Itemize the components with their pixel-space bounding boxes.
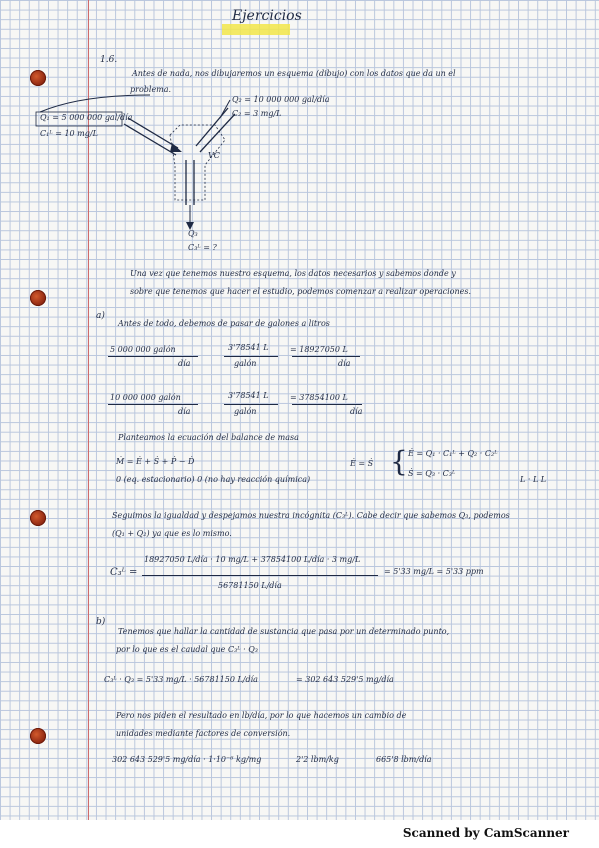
diagram-c3: C₃ᴸ = ? <box>188 243 217 252</box>
conv1-result-den: día <box>338 359 351 368</box>
paragraph1-line-1: Una vez que tenemos nuestro esquema, los datos necesarios y sabemos donde y <box>130 269 456 278</box>
part-b-final-lhs: 302 643 529'5 mg/día · 1·10⁻⁶ kg/mg <box>112 755 262 764</box>
diagram-q1: Q₁ = 5 000 000 gal/día <box>40 113 133 122</box>
part-a-label: a) <box>96 311 105 321</box>
conv1-lhs-num: 5 000 000 galón <box>110 345 176 354</box>
c3-result: = 5'33 mg/L = 5'33 ppm <box>384 567 484 576</box>
brace-bottom: Ṡ = Q₃ · C₃ᴸ <box>408 469 456 478</box>
brace-top: Ė = Q₁ · C₁ᴸ + Q₂ · C₂ᴸ <box>408 449 498 458</box>
c3-numerator: 18927050 L/día · 10 mg/L + 37854100 L/día · 3 mg/L <box>144 555 361 564</box>
conv2-result-num: = 37854100 L <box>290 393 348 402</box>
part-b-label: b) <box>96 617 106 627</box>
part-b-final-result: 665'8 lbm/día <box>376 755 432 764</box>
diagram-vc: VC <box>208 151 220 160</box>
part-b-line-3: Pero nos piden el resultado en lb/día, por lo que hacemos un cambio de <box>116 711 407 720</box>
part-a-line-1: Antes de todo, debemos de pasar de galones a litros <box>118 319 330 328</box>
conv2-mid-num: 3'78541 L <box>228 391 269 400</box>
part-a-line-2: Planteamos la ecuación del balance de masa <box>118 433 299 442</box>
diagram-c2: C₂ = 3 mg/L <box>232 109 282 118</box>
side-note: L · L L <box>520 475 547 484</box>
conv2-lhs-den: día <box>178 407 191 416</box>
balance-result: Ė = Ṡ <box>350 459 374 468</box>
conv1-mid-num: 3'78541 L <box>228 343 269 352</box>
problem-number: 1.6. <box>100 55 118 65</box>
diagram-q3: Q₃ <box>188 229 198 238</box>
balance-note: 0 (eq. estacionario) 0 (no hay reacción química) <box>116 475 311 484</box>
part-b-line-4: unidades mediante factores de conversión. <box>116 729 291 738</box>
part-a-line-3: Seguimos la igualdad y despejamos nuestra incógnita (C₃ᴸ). Cabe decir que sabemos Q₃, podemos <box>112 511 510 520</box>
balance-equation: Ṁ = Ė + Ṡ + Ṗ − Ḋ <box>116 457 195 466</box>
part-b-calc-result: = 302 643 529'5 mg/día <box>296 675 394 684</box>
part-a-line-4: (Q₁ + Q₂) ya que es lo mismo. <box>112 529 232 538</box>
part-b-line-1: Tenemos que hallar la cantidad de sustancia que pasa por un determinado punto, <box>118 627 450 636</box>
conv2-result-den: día <box>350 407 363 416</box>
intro-line-2: problema. <box>130 85 172 94</box>
paragraph1-line-2: sobre que tenemos que hacer el estudio, podemos comenzar a realizar operaciones. <box>130 287 471 296</box>
conv1-lhs-den: día <box>178 359 191 368</box>
conv1-result-num: = 18927050 L <box>290 345 348 354</box>
page-title: Ejercicios <box>232 8 302 24</box>
footer-watermark: Scanned by CamScanner <box>402 826 569 840</box>
diagram-c1: C₁ᴸ = 10 mg/L <box>40 129 98 138</box>
conv1-mid-den: galón <box>234 359 257 368</box>
intro-line-1: Antes de nada, nos dibujaremos un esquema (dibujo) con los datos que da un el <box>132 69 456 78</box>
diagram-q2: Q₂ = 10 000 000 gal/día <box>232 95 330 104</box>
part-b-line-2: por lo que es el caudal que C₃ᴸ · Q₃ <box>116 645 259 654</box>
conv2-lhs-num: 10 000 000 galón <box>110 393 181 402</box>
part-b-calc-lhs: C₃ᴸ · Q₃ = 5'33 mg/L · 56781150 L/día <box>104 675 258 684</box>
brace-icon: { <box>390 445 408 478</box>
conv2-mid-den: galón <box>234 407 257 416</box>
c3-lhs: C₃ᴸ = <box>110 567 138 578</box>
c3-denominator: 56781150 L/día <box>218 581 282 590</box>
part-b-final-mid: 2'2 lbm/kg <box>296 755 339 764</box>
